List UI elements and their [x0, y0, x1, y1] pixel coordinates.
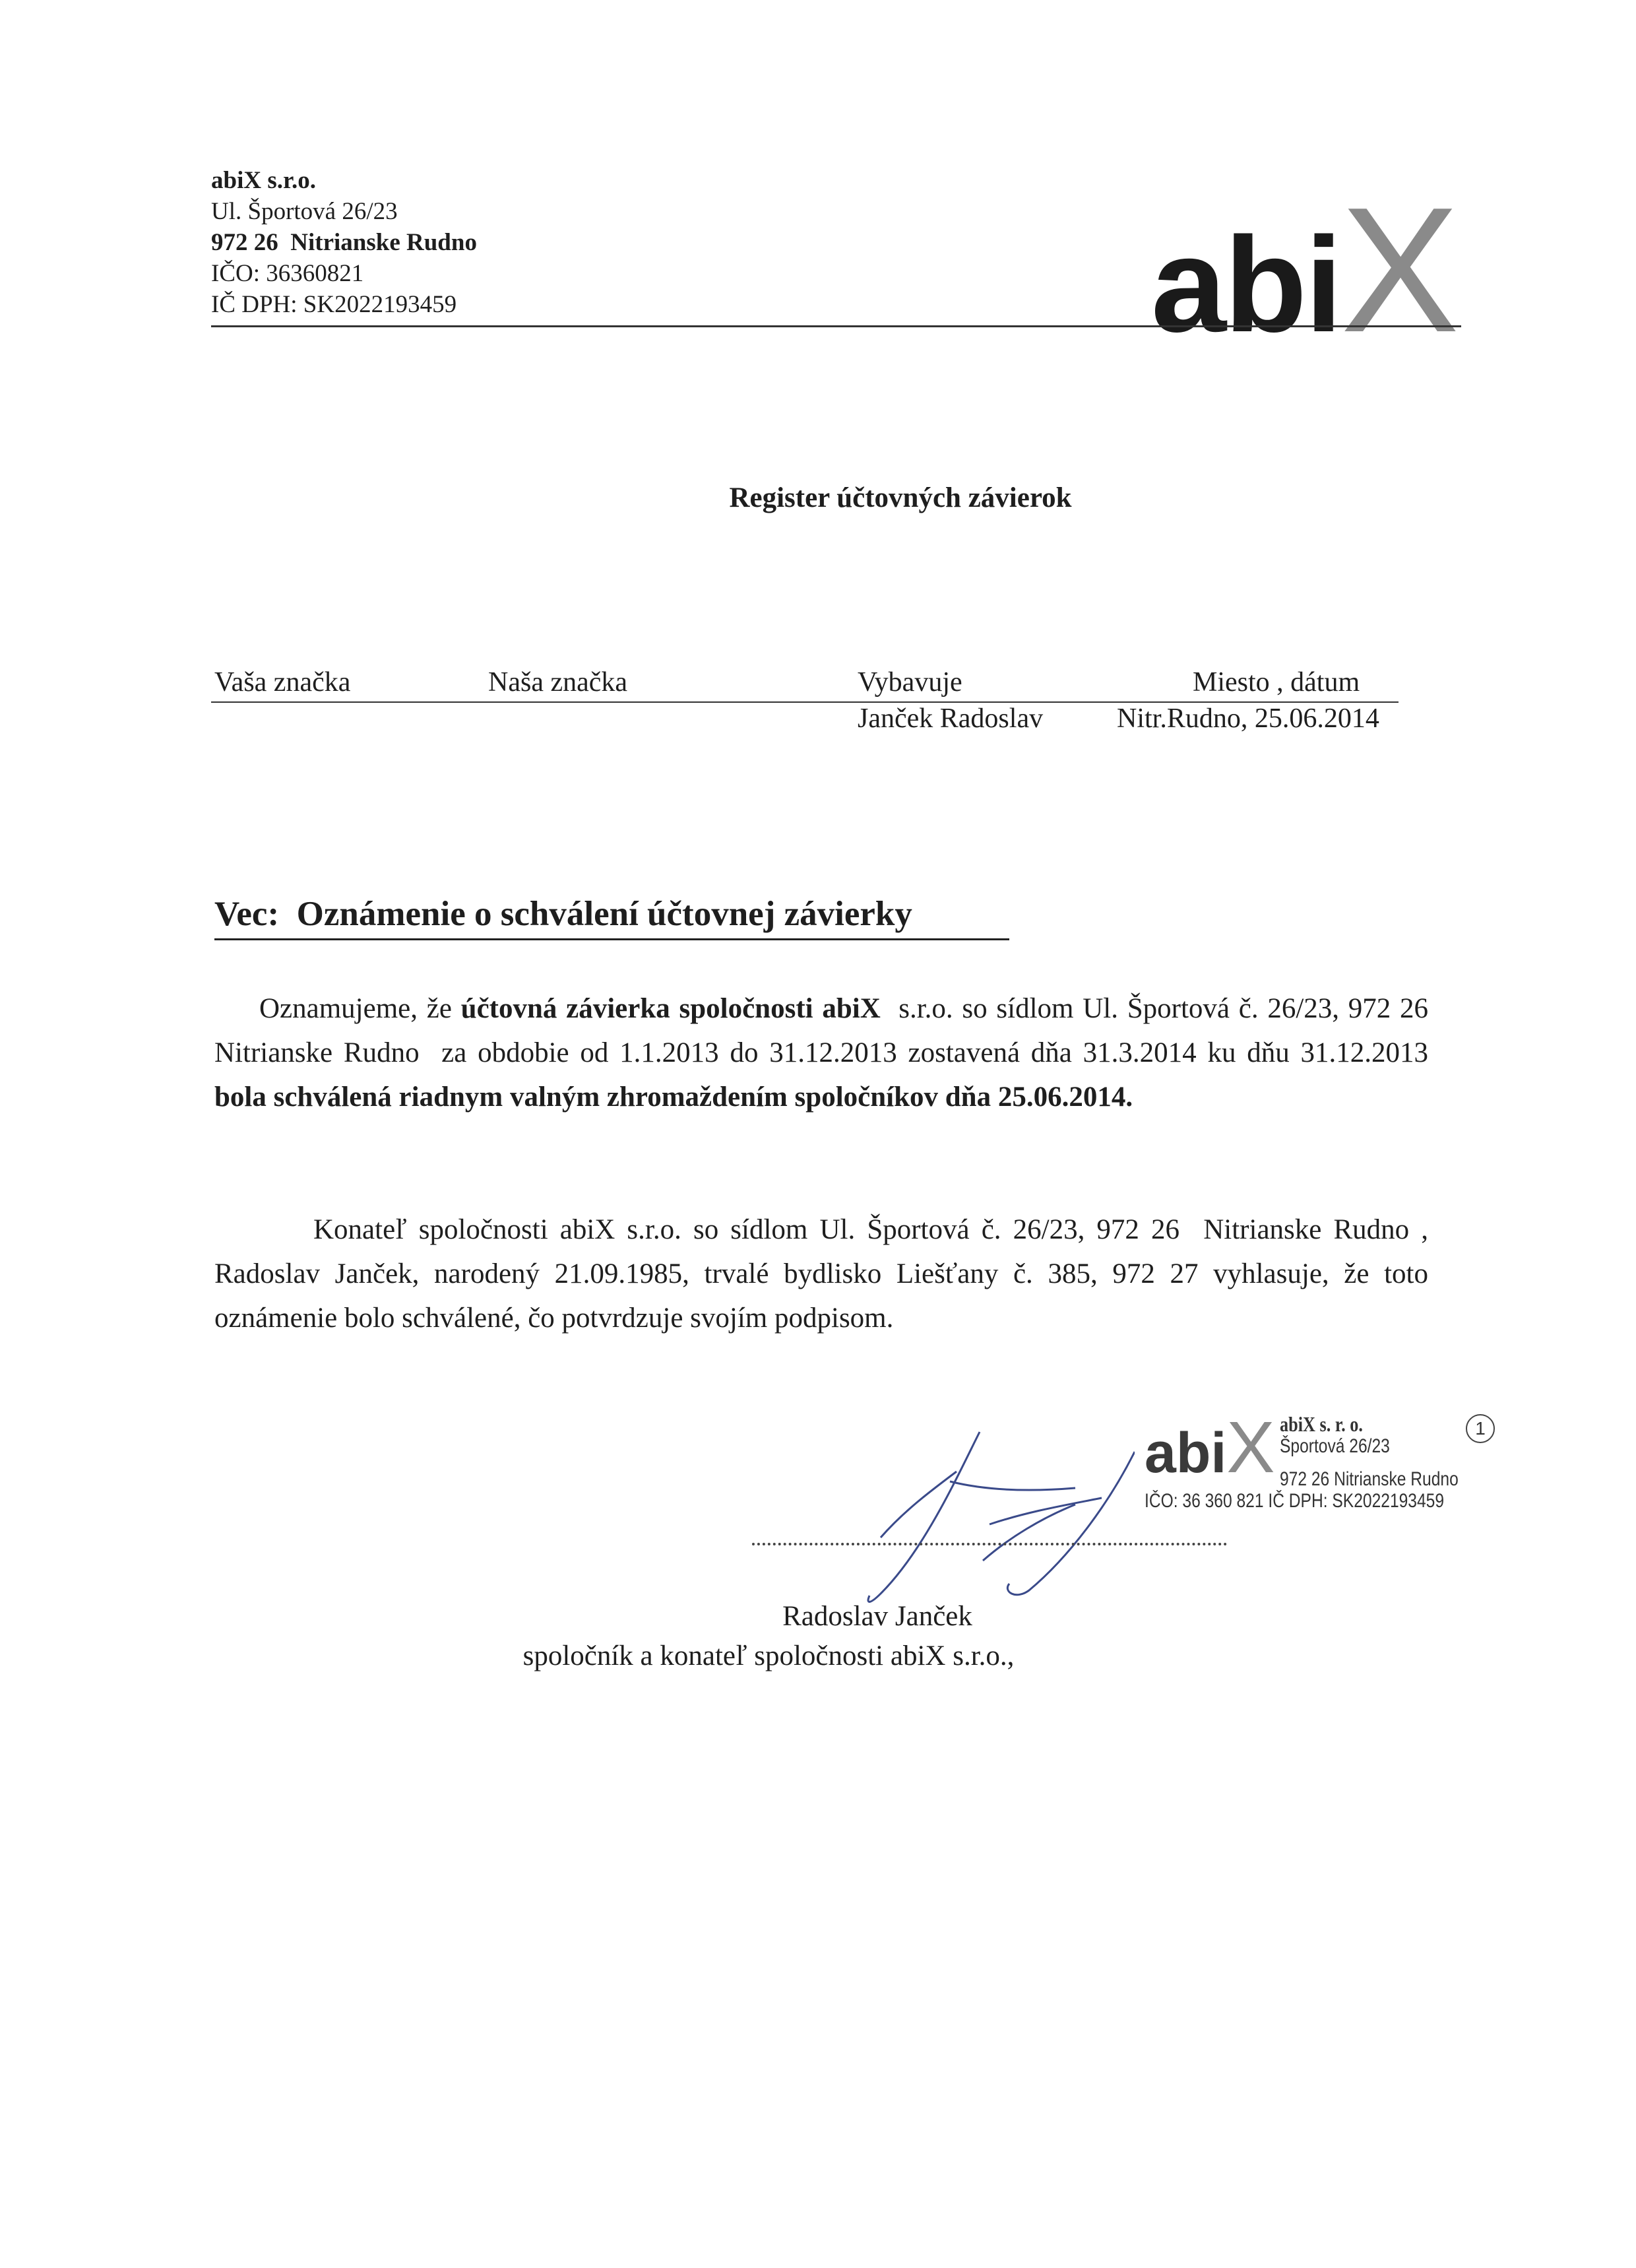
sender-name: abiX s.r.o. — [211, 167, 317, 194]
p1-bold-2: bola schválená riadnym valným zhromaždením spoločníkov dňa 25.06.2014. — [214, 1082, 1133, 1113]
sender-block — [211, 165, 477, 320]
stamp-company: abiX s. r. o. — [1280, 1412, 1363, 1436]
stamp-logo-accent: X — [1226, 1407, 1275, 1488]
p2-text: Konateľ spoločnosti abiX s.r.o. so sídlom Ul. Športová č. 26/23, 972 26 Nitrianske Rudno , Radoslav Janček, narodený 21.09.1985, trvalé bydlisko Liešťany č. 385, 972 27 vyhlasuje, že toto oznámenie bolo schválené, čo potvrdzuje svojím podpisom. — [214, 1214, 1435, 1334]
signer-role: spoločník a konateľ spoločnosti abiX s.r.o., — [522, 1640, 1015, 1671]
sender-ico: IČO: 36360821 — [211, 260, 364, 287]
stamp-city: 972 26 Nitrianske Rudno — [1280, 1468, 1459, 1490]
ref-place-date-value: Nitr.Rudno, 25.06.2014 — [1117, 703, 1379, 734]
ref-place-date-label: Miesto , dátum — [1193, 667, 1360, 697]
recipient-title: Register účtovných závierok — [729, 482, 1072, 513]
logo-accent-text: X — [1340, 171, 1456, 370]
company-logo — [1151, 168, 1456, 370]
subject-label: Vec: — [214, 895, 280, 933]
company-stamp — [1145, 1406, 1514, 1531]
signature-dotted-line — [752, 1543, 1227, 1545]
stamp-logo-main: abi — [1145, 1421, 1227, 1485]
subject-underline — [214, 938, 1009, 940]
stamp-logo — [1145, 1406, 1275, 1489]
stamp-ids: IČO: 36 360 821 IČ DPH: SK2022193459 — [1145, 1490, 1445, 1512]
p1-text-1: Oznamujeme, že — [259, 993, 461, 1024]
paragraph-approval — [214, 987, 1443, 1119]
p1-text-2: s.r.o. so sídlom Ul. Športová č. 26/23, 972 26 Nitrianske Rudno za obdobie od 1.1.2013 do 31.12.2013 zostavená dňa 31.3.2014 ku dňu 31.12.2013 — [214, 993, 1443, 1068]
p1-bold-1: účtovná závierka spoločnosti abiX — [460, 993, 881, 1024]
subject-text: Oznámenie o schválení účtovnej závierky — [296, 895, 912, 933]
header-divider — [211, 325, 1461, 327]
ref-your-mark-label: Vaša značka — [214, 667, 351, 697]
ref-our-mark-label: Naša značka — [488, 667, 628, 697]
ref-handled-by-value: Janček Radoslav — [858, 703, 1044, 734]
paragraph-declaration — [214, 1208, 1435, 1340]
stamp-number-badge: 1 — [1466, 1414, 1495, 1443]
signer-name: Radoslav Janček — [782, 1601, 972, 1632]
subject-line — [214, 894, 912, 934]
logo-main-text: abi — [1151, 209, 1341, 360]
sender-icdph: IČ DPH: SK2022193459 — [211, 291, 457, 318]
stamp-street: Športová 26/23 — [1280, 1435, 1390, 1457]
sender-street: Ul. Športová 26/23 — [211, 198, 398, 225]
sender-city: 972 26 Nitrianske Rudno — [211, 229, 477, 256]
ref-handled-by-label: Vybavuje — [858, 667, 962, 697]
